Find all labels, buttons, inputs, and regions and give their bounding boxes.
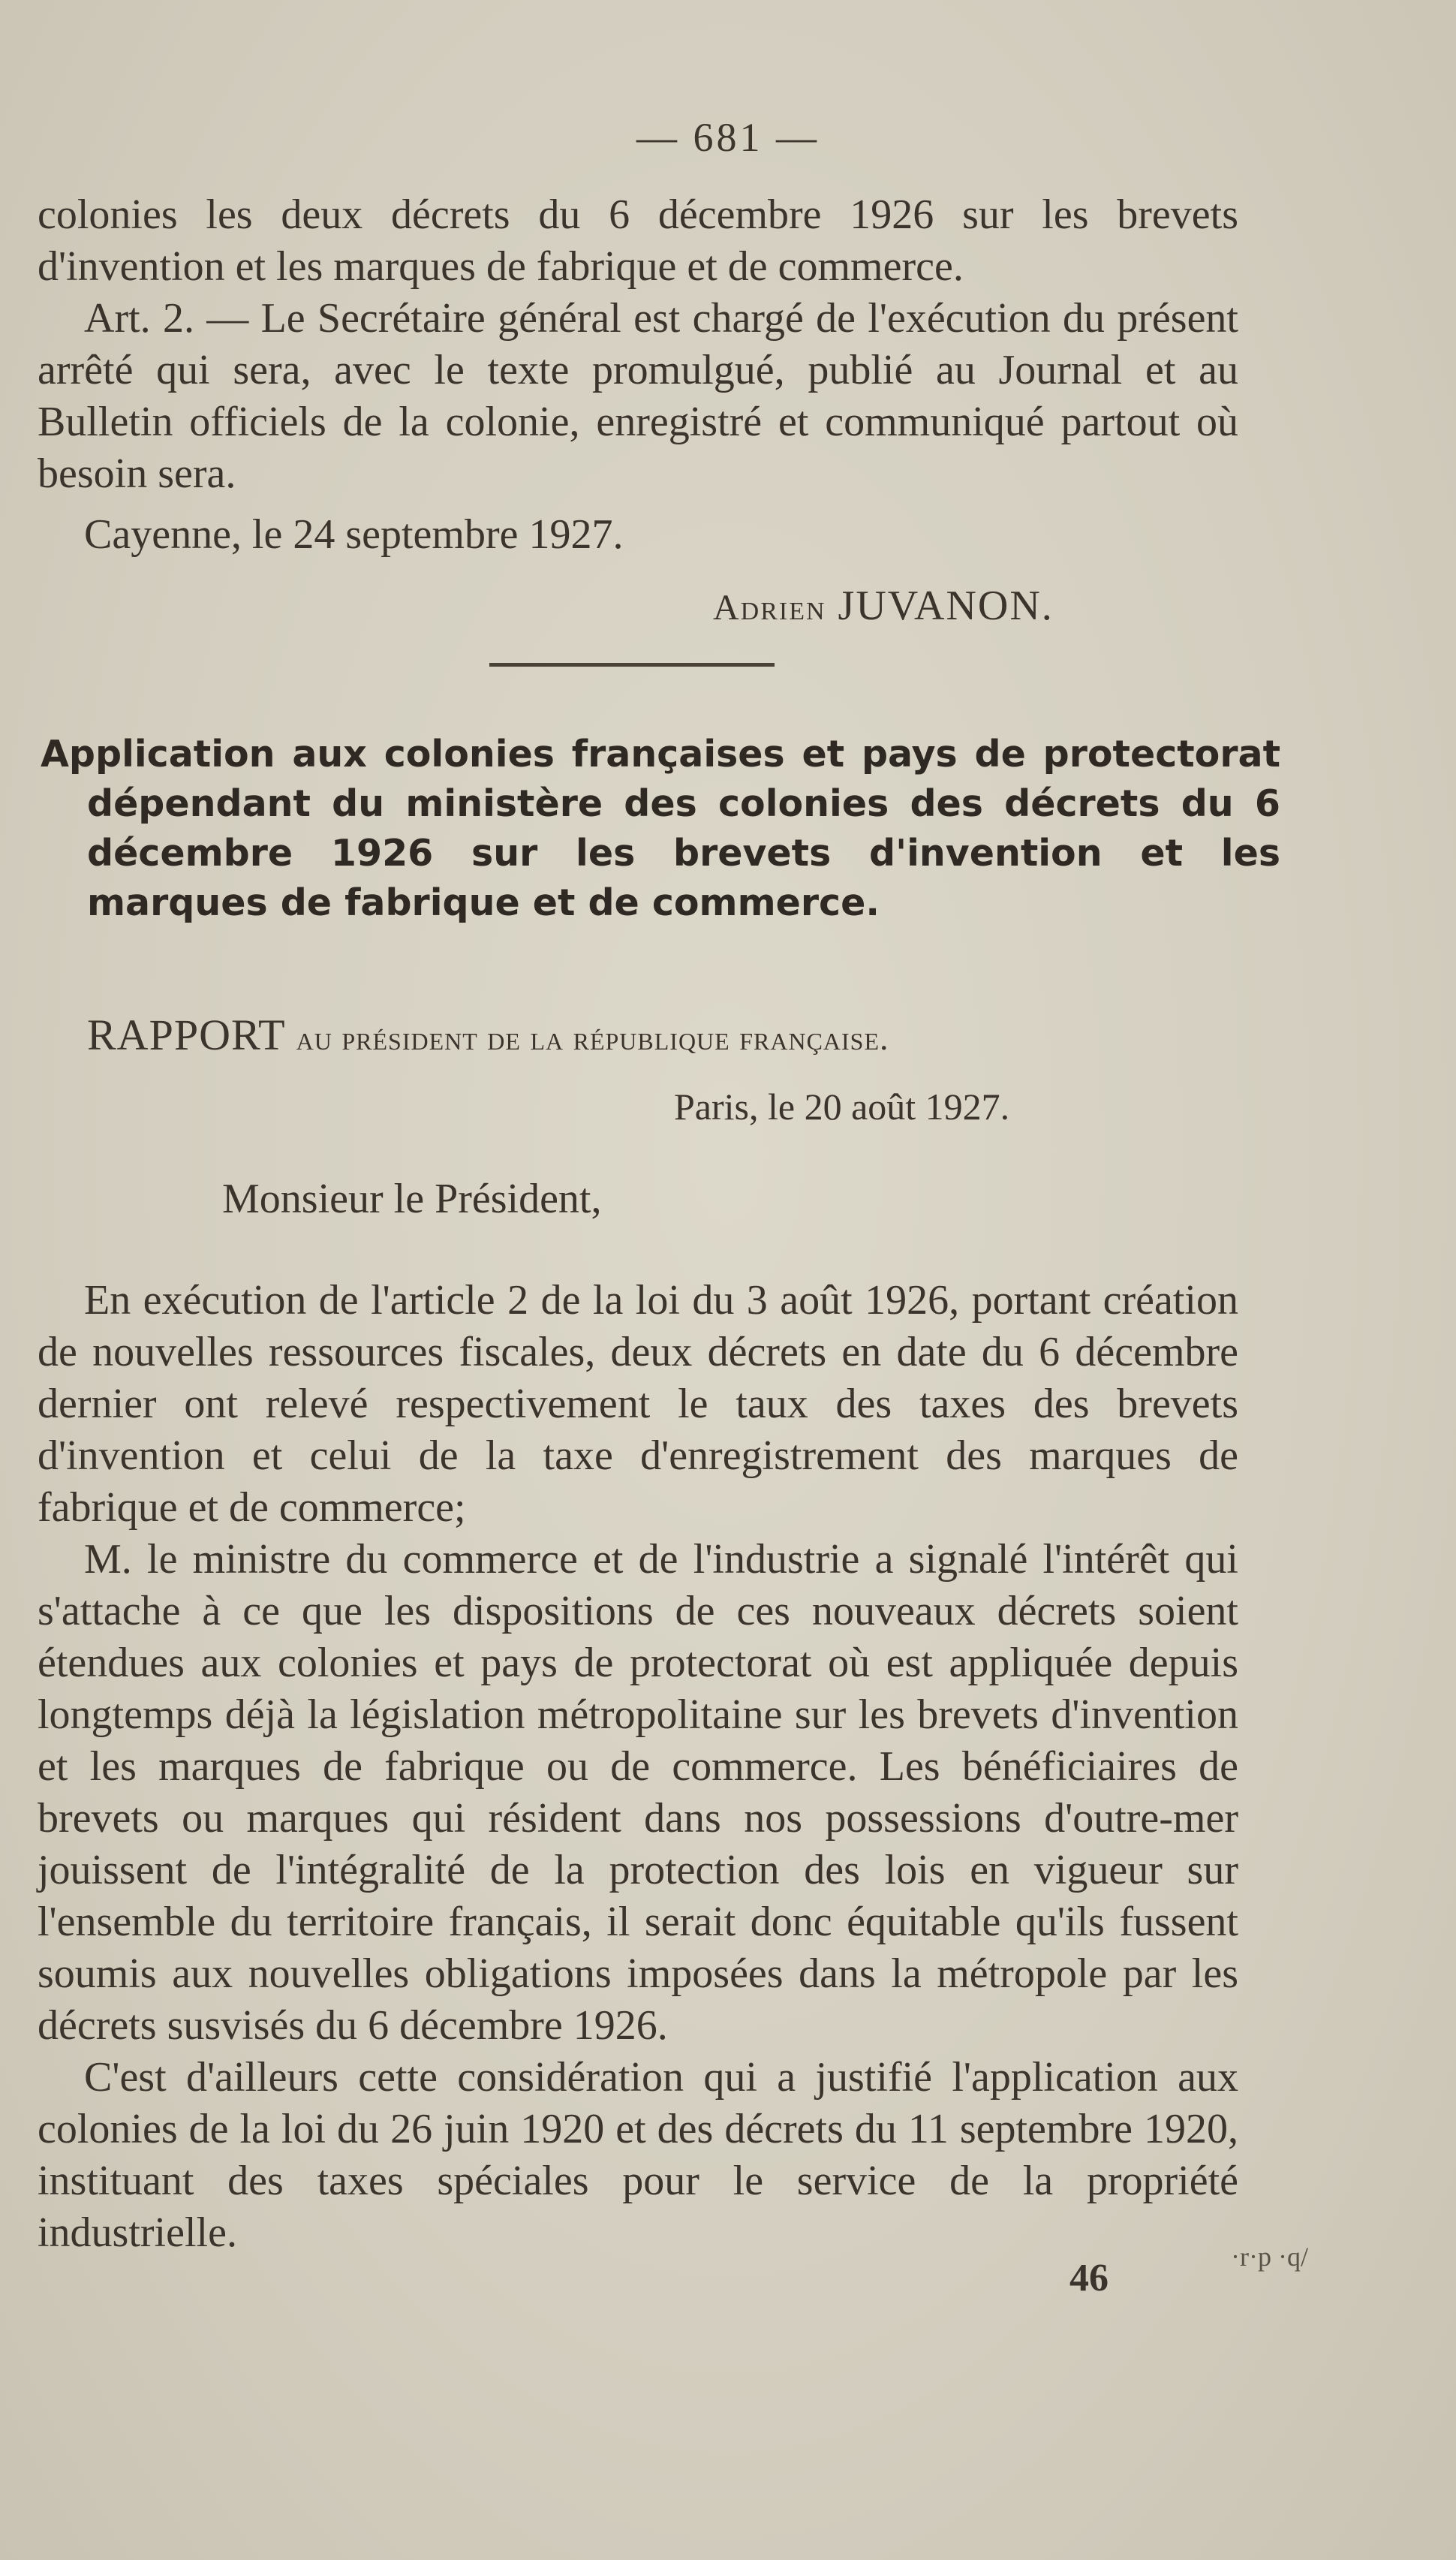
report-title-rest: au président de la république française. <box>296 1019 889 1057</box>
place-date: Paris, le 20 août 1927. <box>674 1086 1010 1128</box>
opening-text-block <box>38 189 1238 500</box>
page-number: — 681 — <box>636 115 820 160</box>
report-paragraph-2: M. le ministre du commerce et de l'industrie a signalé l'intérêt qui s'attache à ce que les dispositions de ces nouveaux décrets soient étendues aux colonies et pays de protectorat où est appliquée depuis longtemps déjà la législation métropolitaine sur les brevets d'invention et les marques de fabrique ou de commerce. Les bénéficiaires de brevets ou marques qui résident dans nos possessions d'outre-mer jouissent de l'intégralité de la protection des lois en vigueur sur l'ensemble du territoire français, il serait donc équitable qu'ils fussent soumis aux nouvelles obligations imposées dans la métropole par les décrets susvisés du 6 décembre 1926. <box>38 1536 1238 2049</box>
signature-last-name: JUVANON. <box>838 583 1054 629</box>
section-divider <box>489 663 775 667</box>
dateline-cayenne: Cayenne, le 24 septembre 1927. <box>84 511 624 558</box>
section-heading: Application aux colonies françaises et pays de protectorat dépendant du ministère des colonies des décrets du 6 décembre 1926 sur les brevets d'invention et les marques de fabrique et de commerce. <box>41 733 1280 924</box>
report-title-first-word: RAPPORT <box>87 1010 286 1059</box>
report-body <box>38 1275 1238 2259</box>
paragraph-article-2: Art. 2. — Le Secrétaire général est chargé de l'exécution du présent arrêté qui sera, avec le texte promulgué, publié au Journal et au Bulletin officiels de la colonie, enregistré et communiqué partout où besoin sera. <box>38 295 1238 497</box>
margin-mark: ·r·p ·q/ <box>1231 2242 1308 2272</box>
signature-mark-folio: 46 <box>1069 2257 1109 2299</box>
report-title <box>87 1010 889 1060</box>
signature <box>713 582 1054 630</box>
report-paragraph-1: En exécution de l'article 2 de la loi du 3 août 1926, portant création de nouvelles ressources fiscales, deux décrets en date du 6 décembre dernier ont relevé respectivement le taux des taxes des brevets d'invention et celui de la taxe d'enregistrement des marques de fabrique et de commerce; <box>38 1277 1238 1531</box>
salutation: Monsieur le Président, <box>222 1176 602 1222</box>
signature-first-name: Adrien <box>713 588 826 628</box>
paragraph-continuation: colonies les deux décrets du 6 décembre 1926 sur les brevets d'invention et les marques de fabrique et de commerce. <box>38 191 1238 290</box>
report-paragraph-3: C'est d'ailleurs cette considération qui a justifié l'application aux colonies de la loi du 26 juin 1920 et des décrets du 11 septembre 1920, instituant des taxes spéciales pour le service de la propriété industrielle. <box>38 2054 1238 2256</box>
